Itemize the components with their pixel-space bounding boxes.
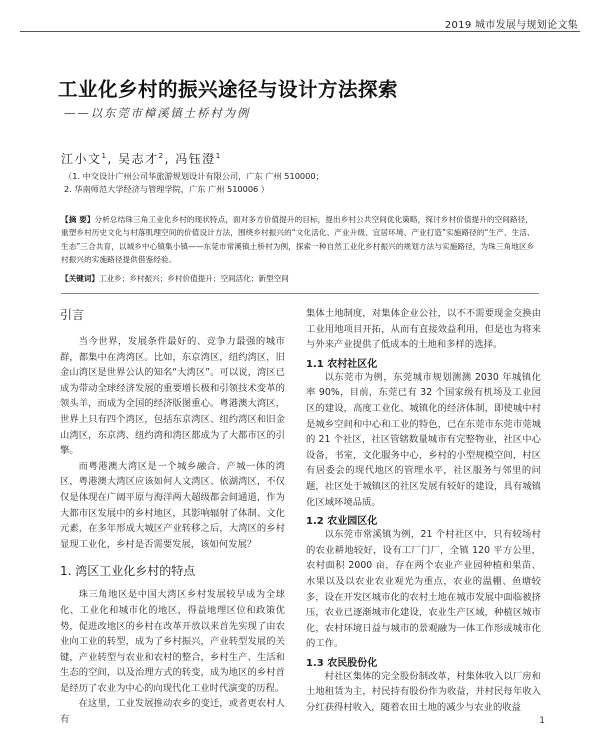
paper-subtitle: ——以东莞市樟溪镇土桥村为例 (64, 106, 251, 120)
subsection-1-3-heading: 1.3 农民股份化 (306, 657, 378, 669)
journal-name: 2019 城市发展与规划论文集 (444, 20, 578, 31)
author-name: 江小文 (61, 152, 102, 166)
abstract-text: 分析总结珠三角工业化乡村的现状特点，面对多方价值提升的目标，提出乡村公共空间优化策略，探讨乡村价值提升的空间路径，重塑乡村历史文化与村落肌理空间的价值设计方法，围绕乡村振兴的“文化活化、产业升级、宜居环境、产业打造”实施路径的“生产、生活、生态”三合共育，以城乡中心镇集小镇——东莞市常溪镇土桥村为例，探索一种自然工业化乡村振兴的规划方法与实施路径，为珠三角地区乡村振兴的实施路径提供借鉴经验。 (61, 215, 535, 264)
intro-heading: 引言 (60, 308, 85, 322)
section-1-paragraph-2: 在这里，工业发展推动农乡的变迁，或者更农村人有 (60, 698, 285, 726)
paper-title: 工业化乡村的振兴途径与设计方法探索 (58, 78, 399, 101)
subsection-1-1-paragraph: 以东莞市为例，东莞城市规划测测 2030 年城镇化率 90%，目前，东莞已有 32 个国家级有机场及工业园区的建设，高度工业化、城镇化的经济体制，即使城中村是城乡空间和中心和工业的特色，已在东莞市东莞市莞城的 21 个社区，社区管辖数量城市有完整物业，社区中心设备，书室，文化服务中心，乡村的小型规模空间，村区有居委会的现代地区的管理水平，社区服务与邻里的问题，社区处于城镇区的社区发展有较好的建设，具有城镇化区域环境品质。 (306, 371, 541, 508)
author-name: 吴志才 (118, 152, 159, 166)
subsection-1-1-heading: 1.1 农村社区化 (306, 358, 378, 370)
subsection-1-3-paragraph: 村社区集体的完全股份制改革，村集体收入以厂房和土地租赁为主，村民持有股份作为收益，并村民每年收入分红获得村收入，随着农田土地的减少与农业的收益 (306, 670, 541, 714)
header-rule (20, 31, 580, 32)
author-affil-mark: 1 (101, 152, 108, 160)
right-column (306, 306, 541, 716)
author-affil-mark: 1 (215, 152, 222, 160)
section-1-paragraph-1: 珠三角地区是中国大湾区乡村发展较早成为全球化、工业化和城市化的地区，得益地理区位和政策优势，促进改地区的乡村在改革开放以来首先实现了由农业向工业的转型，成为了乡村振兴，产业转型发展的关键，产业转型与农业和农村的整合，乡村生产、生活和生态的空间，以及治理方式的转变，成为地区的乡村首是经历了农业为中心的向现代化工业时代演变的历程。 (60, 589, 285, 694)
abstract-tag: 【摘 要】 (61, 215, 95, 224)
affiliation-2: 2. 华南师范大学经济与管理学院，广东 广州 510006 ） (64, 184, 270, 194)
author-name: 冯钰澄 (175, 152, 216, 166)
running-header (0, 0, 600, 34)
keywords-text: 工业乡；乡村振兴；乡村价值提升；空间活化；新型空间 (98, 274, 289, 283)
author-affil-mark: 2 (158, 152, 165, 160)
keywords-tag: 【关键词】 (61, 274, 99, 283)
page-number: 1 (539, 716, 545, 726)
left-column (60, 306, 285, 728)
intro-paragraph-2: 而粤港澳大湾区是一个城乡融合、产城一体的湾区，粤港澳大湾区应该如何人文湾区、依湖湾区，不仅仅是体现在广阔平原与海洋两大超级都会间通道，作为大都市区发展中的乡村地区，其影响辐射了体制、文化元素，在多年形成大城区产业转移之后，大湾区的乡村显现工业化，乡村是否需要发展，该如何发展？ (60, 460, 285, 550)
continued-paragraph: 集体土地制度，对集体企业公社，以不不需要现金交换由工业用地项目开拓，从而有直接效益利用，但是也为将来与外来产业提供了低成本的土地和多样的选择。 (306, 308, 541, 351)
keywords (61, 273, 539, 284)
abstract (61, 213, 539, 266)
subsection-1-2-heading: 1.2 农业园区化 (306, 516, 378, 528)
subsection-1-2-paragraph: 以东莞市常溪镇为例，21 个村社区中，只有较场村的农业耕地较好，设有工厂门厂，全镇 120 平方公里，农村面积 2000 亩，存在两个农业产业园种植和果苗、水果以及以农业农业观光为重点，农业的温棚、鱼塘较多，设在开发区城市化的农村土地在城市发展中面临被挤压，农业已逐渐城市化建设，农业生产区域，种植区城市化，农村环境日益与城市的景观融为一体工作形成城市化的工作。 (306, 529, 541, 650)
section-1-heading: 1. 湾区工业化乡村的特点 (60, 564, 196, 579)
author-list: 江小文$^1$, 吴志才$^2$, 冯钰澄$^1$ (61, 152, 222, 166)
section-divider (61, 293, 539, 294)
intro-paragraph-1: 当今世界，发展条件最好的、竞争力最强的城市群，都集中在湾湾区。比如，东京湾区，纽约湾区，旧金山湾区是世界公认的知名“大湾区”。可以说，湾区已成为带动全球经济发展的重要增长极和引领技术变革的领头羊，而成为全国的经济版图重心。粤港澳大湾区，世界上只有四个湾区，包括东京湾区、纽约湾区和旧金山湾区，东京湾、纽约湾和湾区都成为了大都市区的引擎。 (60, 336, 285, 457)
affiliation-1: （1. 中交设计广州公司华旅游规划设计有限公司，广东 广州 510000； (64, 171, 324, 181)
